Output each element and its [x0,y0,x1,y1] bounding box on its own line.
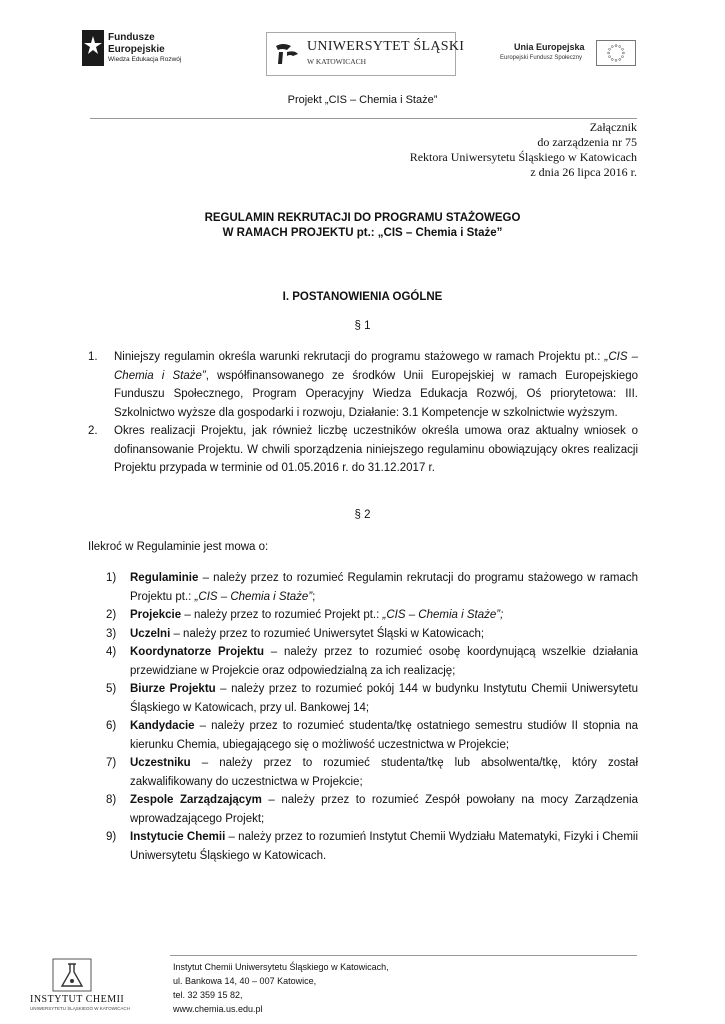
header-divider [90,118,637,119]
section-heading: I. POSTANOWIENIA OGÓLNE [282,291,443,303]
title-line2: W RAMACH PROJEKTU pt.: „CIS – Chemia i Staże” [222,227,503,239]
fundusze-europejskie-logo [82,30,202,70]
definition-number: 7) [106,757,117,769]
definition-term: Projekcie [130,609,182,621]
eu-flag-icon [596,40,636,66]
flask-icon [52,958,92,992]
instytut-chemii-logo [30,958,140,1014]
definition-text: – należy przez to rozumieć studenta/tkę ostatniego semestru studiów II stopnia na kierunku Chemia, ubiegającego się o możliwość uczestnictwa w Projekcie; [130,720,638,751]
definition-item [106,828,638,865]
definition-number: 6) [106,720,117,732]
definition-item [106,643,638,680]
footer-line2: ul. Bankowa 14, 40 – 007 Katowice, [173,976,317,986]
definition-term: Biurze Projektu [130,683,216,695]
definition-term: Instytucie Chemii [130,831,226,843]
ic-logo-sub: UNIWERSYTETU ŚLĄSKIEGO W KATOWICACH [30,1006,130,1011]
definition-item [106,791,638,828]
footer-website-link[interactable]: www.chemia.us.edu.pl [173,1004,263,1014]
annex-line4: z dnia 26 lipca 2016 r. [530,165,637,179]
footer-line3: tel. 32 359 15 82, [173,990,243,1000]
annex-block [410,120,637,180]
definition-text: – należy przez to rozumieć Regulamin rekrutacji do programu stażowego w ramach Projektu pt.: [130,572,638,603]
list-item-number: 1. [88,351,98,363]
ue-logo-name: Unia Europejska [514,42,585,52]
definition-item [106,680,638,717]
fe-logo-line2: Europejskie [108,44,165,55]
definition-tail: ; [312,590,316,603]
document-title [0,211,725,241]
definition-text: – należy przez to rozumieć osobę koordynującą wszelkie działania przewidziane w Projekcie oraz odpowiedzialną za ich realizację; [130,646,638,677]
definition-number: 4) [106,646,117,658]
definitions-intro: Ilekroć w Regulaminie jest mowa o: [88,541,269,553]
definition-number: 2) [106,609,117,621]
annex-line3: Rektora Uniwersytetu Śląskiego w Katowicach [409,150,637,164]
annex-line2: do zarządzenia nr 75 [537,135,637,149]
definition-number: 5) [106,683,117,695]
definition-item [106,569,638,606]
us-logo-name: UNIWERSYTET ŚLĄSKI [307,39,465,54]
list-item-text: , współfinansowanego ze środków Unii Europejskiej w ramach Europejskiego Funduszu Społecznego, Program Operacyjny Wiedza Edukacja Rozwój, Oś priorytetowa: III. Szkolnictwo wyższe dla gospodarki i rozwoju, Działanie: 3.1 Kompetencje w szkolnictwie wyższym. [114,369,638,419]
ic-logo-text: INSTYTUT CHEMII [30,994,125,1005]
definition-term: Zespole Zarządzającym [130,794,262,806]
list-item-lead: Niniejszy regulamin określa warunki rekrutacji do programu stażowego w ramach Projektu pt.: [114,351,605,363]
definition-text: – należy przez to rozumieć Projekt pt.: [181,609,383,621]
footer-address [173,960,389,1016]
definition-text: – należy przez to rozumieć pokój 144 w budynku Instytutu Chemii Uniwersytetu Śląskiego w Katowicach, przy ul. Bankowej 14; [130,683,638,714]
definition-number: 9) [106,831,117,843]
us-emblem-icon [273,40,301,68]
us-logo-city: W KATOWICACH [307,57,367,66]
fe-star-icon [82,30,104,66]
definition-term: Uczelni [130,627,171,640]
annex-line1: Załącznik [589,120,637,134]
project-title: Projekt „CIS – Chemia i Staże” [287,94,438,106]
definitions-list [106,569,638,865]
definition-term: Kandydacie [130,720,195,732]
paragraph-1-mark: § 1 [354,320,371,332]
definition-term: Koordynatorze Projektu [130,646,264,658]
definition-item [106,754,638,791]
ue-logo-sub: Europejski Fundusz Społeczny [500,55,583,61]
unia-europejska-logo [500,38,644,68]
fe-logo-sub: Wiedza Edukacja Rozwój [108,56,182,63]
list-item [88,422,638,478]
definition-item [106,625,638,644]
list-item-lead: Okres realizacji Projektu, jak również liczbę uczestników określa umowa oraz aktualny wniosek o dofinansowanie Projektu. W chwili sporządzenia niniejszego regulaminu obowiązujący okres realizacji Projektu przypada w terminie od 01.05.2016 r. do 31.12.2017 r. [114,425,638,474]
definition-italic: „CIS – Chemia i Staże”; [382,609,504,621]
definition-number: 8) [106,794,117,806]
definition-item [106,717,638,754]
list-item-italic: „CIS – Chemia i Staże” [114,351,638,382]
definition-text: – należy przez to rozumieć studenta/tkę lub absolwenta/tkę, który został zakwalifikowany do uczestnictwa w Projekcie; [130,757,638,788]
definition-italic: „CIS – Chemia i Staże” [194,590,313,603]
footer-line1: Instytut Chemii Uniwersytetu Śląskiego w Katowicach, [173,962,389,972]
list-item [88,348,638,422]
uniwersytet-slaski-logo [266,32,465,76]
list-item-number: 2. [88,425,98,437]
paragraph-2-mark: § 2 [354,509,371,521]
title-line1: REGULAMIN REKRUTACJI DO PROGRAMU STAŻOWEGO [204,212,521,224]
definition-text: – należy przez to rozumień Instytut Chemii Wydziału Matematyki, Fizyki i Chemii Uniwersytetu Śląskiego w Katowicach. [130,831,639,862]
fe-logo-line1: Fundusze [108,32,155,43]
footer-divider [170,955,637,956]
definition-term: Regulaminie [130,572,199,584]
paragraph-1-list [88,348,638,478]
definition-term: Uczestniku [130,757,191,769]
definition-item [106,606,638,625]
definition-number: 3) [106,627,117,640]
definition-number: 1) [106,572,117,584]
definition-text: – należy przez to rozumieć Zespół powołany na mocy Zarządzenia wprowadzającego Projekt; [130,794,638,825]
definition-text: – należy przez to rozumieć Uniwersytet Śląski w Katowicach; [170,627,485,640]
